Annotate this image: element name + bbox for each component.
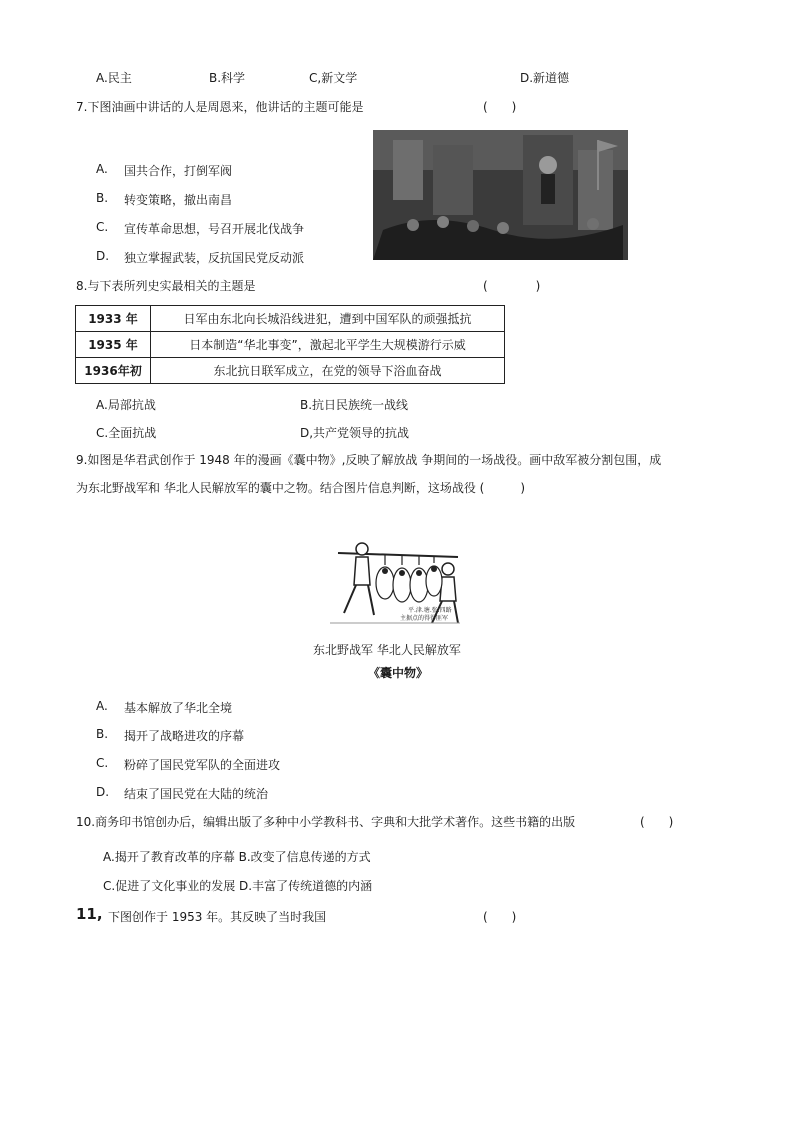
q9-option-d-letter: D. (96, 785, 110, 799)
q7-option-a-letter: A. (96, 162, 108, 176)
q10-stem: 10.商务印书馆创办后，编辑出版了多种中小学教科书、字典和大批学术著作。这些书籍的出版 (76, 815, 576, 829)
q9-cartoon-label-2: 主据点的得得匪军 (400, 615, 449, 622)
q8-option-a: A.局部抗战 (96, 398, 156, 412)
q9-option-d-text: 结束了国民党在大陆的统治 (124, 787, 269, 801)
table-row (76, 332, 505, 358)
q9-option-b-text: 揭开了战略进攻的序幕 (124, 729, 245, 743)
q9-option-b-letter: B. (96, 727, 109, 741)
q9-option-c-letter: C. (96, 756, 109, 770)
q9-option-a-text: 基本解放了华北全境 (124, 701, 233, 715)
table-row (76, 306, 505, 332)
q9-cartoon-title: 《囊中物》 (368, 666, 429, 680)
table-event-cell: 日本制造“华北事变”，激起北平学生大规模游行示威 (151, 332, 505, 358)
q9-option-a-letter: A. (96, 699, 108, 713)
q7-bracket: ( ) (483, 100, 517, 114)
table-event-cell: 日军由东北向长城沿线进犯，遭到中国军队的顽强抵抗 (151, 306, 505, 332)
q9-stem-line2: 为东北野战军和 华北人民解放军的囊中之物。结合图片信息判断，这场战役 ( ) (76, 481, 525, 495)
table-row (76, 358, 505, 384)
q7-option-b-letter: B. (96, 191, 109, 205)
q7-option-d-letter: D. (96, 249, 110, 263)
table-year-cell: 1935 年 (76, 332, 151, 358)
q11-number: 11, (76, 905, 103, 923)
q11-bracket: ( ) (483, 910, 517, 924)
q9-cartoon (330, 535, 460, 630)
q6-option-c: C,新文学 (309, 71, 358, 85)
q7-stem: 7.下图油画中讲话的人是周恩来，他讲话的主题可能是 (76, 100, 364, 114)
q8-history-table (75, 305, 505, 384)
table-event-cell: 东北抗日联军成立，在党的领导下浴血奋战 (151, 358, 505, 384)
q7-oil-painting (373, 130, 628, 260)
q8-stem: 8.与下表所列史实最相关的主题是 (76, 279, 256, 293)
q6-option-d: D.新道德 (520, 71, 570, 85)
q7-option-a-text: 国共合作，打倒军阀 (124, 164, 233, 178)
q10-bracket: ( ) (640, 815, 674, 829)
q6-option-b: B.科学 (209, 71, 246, 85)
q9-cartoon-label-1: 平.津.塘.张.四路 (408, 607, 452, 614)
q10-options-row2: C.促进了文化事业的发展 D.丰富了传统道德的内涵 (103, 879, 373, 893)
q8-bracket: ( ) (483, 279, 541, 293)
q7-option-c-text: 宣传革命思想，号召开展北伐战争 (124, 222, 305, 236)
q9-option-c-text: 粉碎了国民党军队的全面进攻 (124, 758, 281, 772)
q7-option-b-text: 转变策略，撤出南昌 (124, 193, 233, 207)
table-year-cell: 1936年初 (76, 358, 151, 384)
q9-stem-line1: 9.如图是华君武创作于 1948 年的漫画《囊中物》,反映了解放战 争期间的一场战役。画中敌军被分割包围，成 (76, 453, 662, 467)
q7-option-d-text: 独立掌握武装，反抗国民党反动派 (124, 251, 305, 265)
q7-option-c-letter: C. (96, 220, 109, 234)
q10-options-row1: A.揭开了教育改革的序幕 B.改变了信息传递的方式 (103, 850, 371, 864)
table-year-cell: 1933 年 (76, 306, 151, 332)
q11-stem: 下图创作于 1953 年。其反映了当时我国 (108, 910, 327, 924)
q8-option-d: D,共产党领导的抗战 (300, 426, 410, 440)
q6-option-a: A.民主 (96, 71, 132, 85)
q8-option-c: C.全面抗战 (96, 426, 157, 440)
q9-cartoon-caption: 东北野战军 华北人民解放军 (313, 643, 461, 657)
q8-option-b: B.抗日民族统一战线 (300, 398, 409, 412)
